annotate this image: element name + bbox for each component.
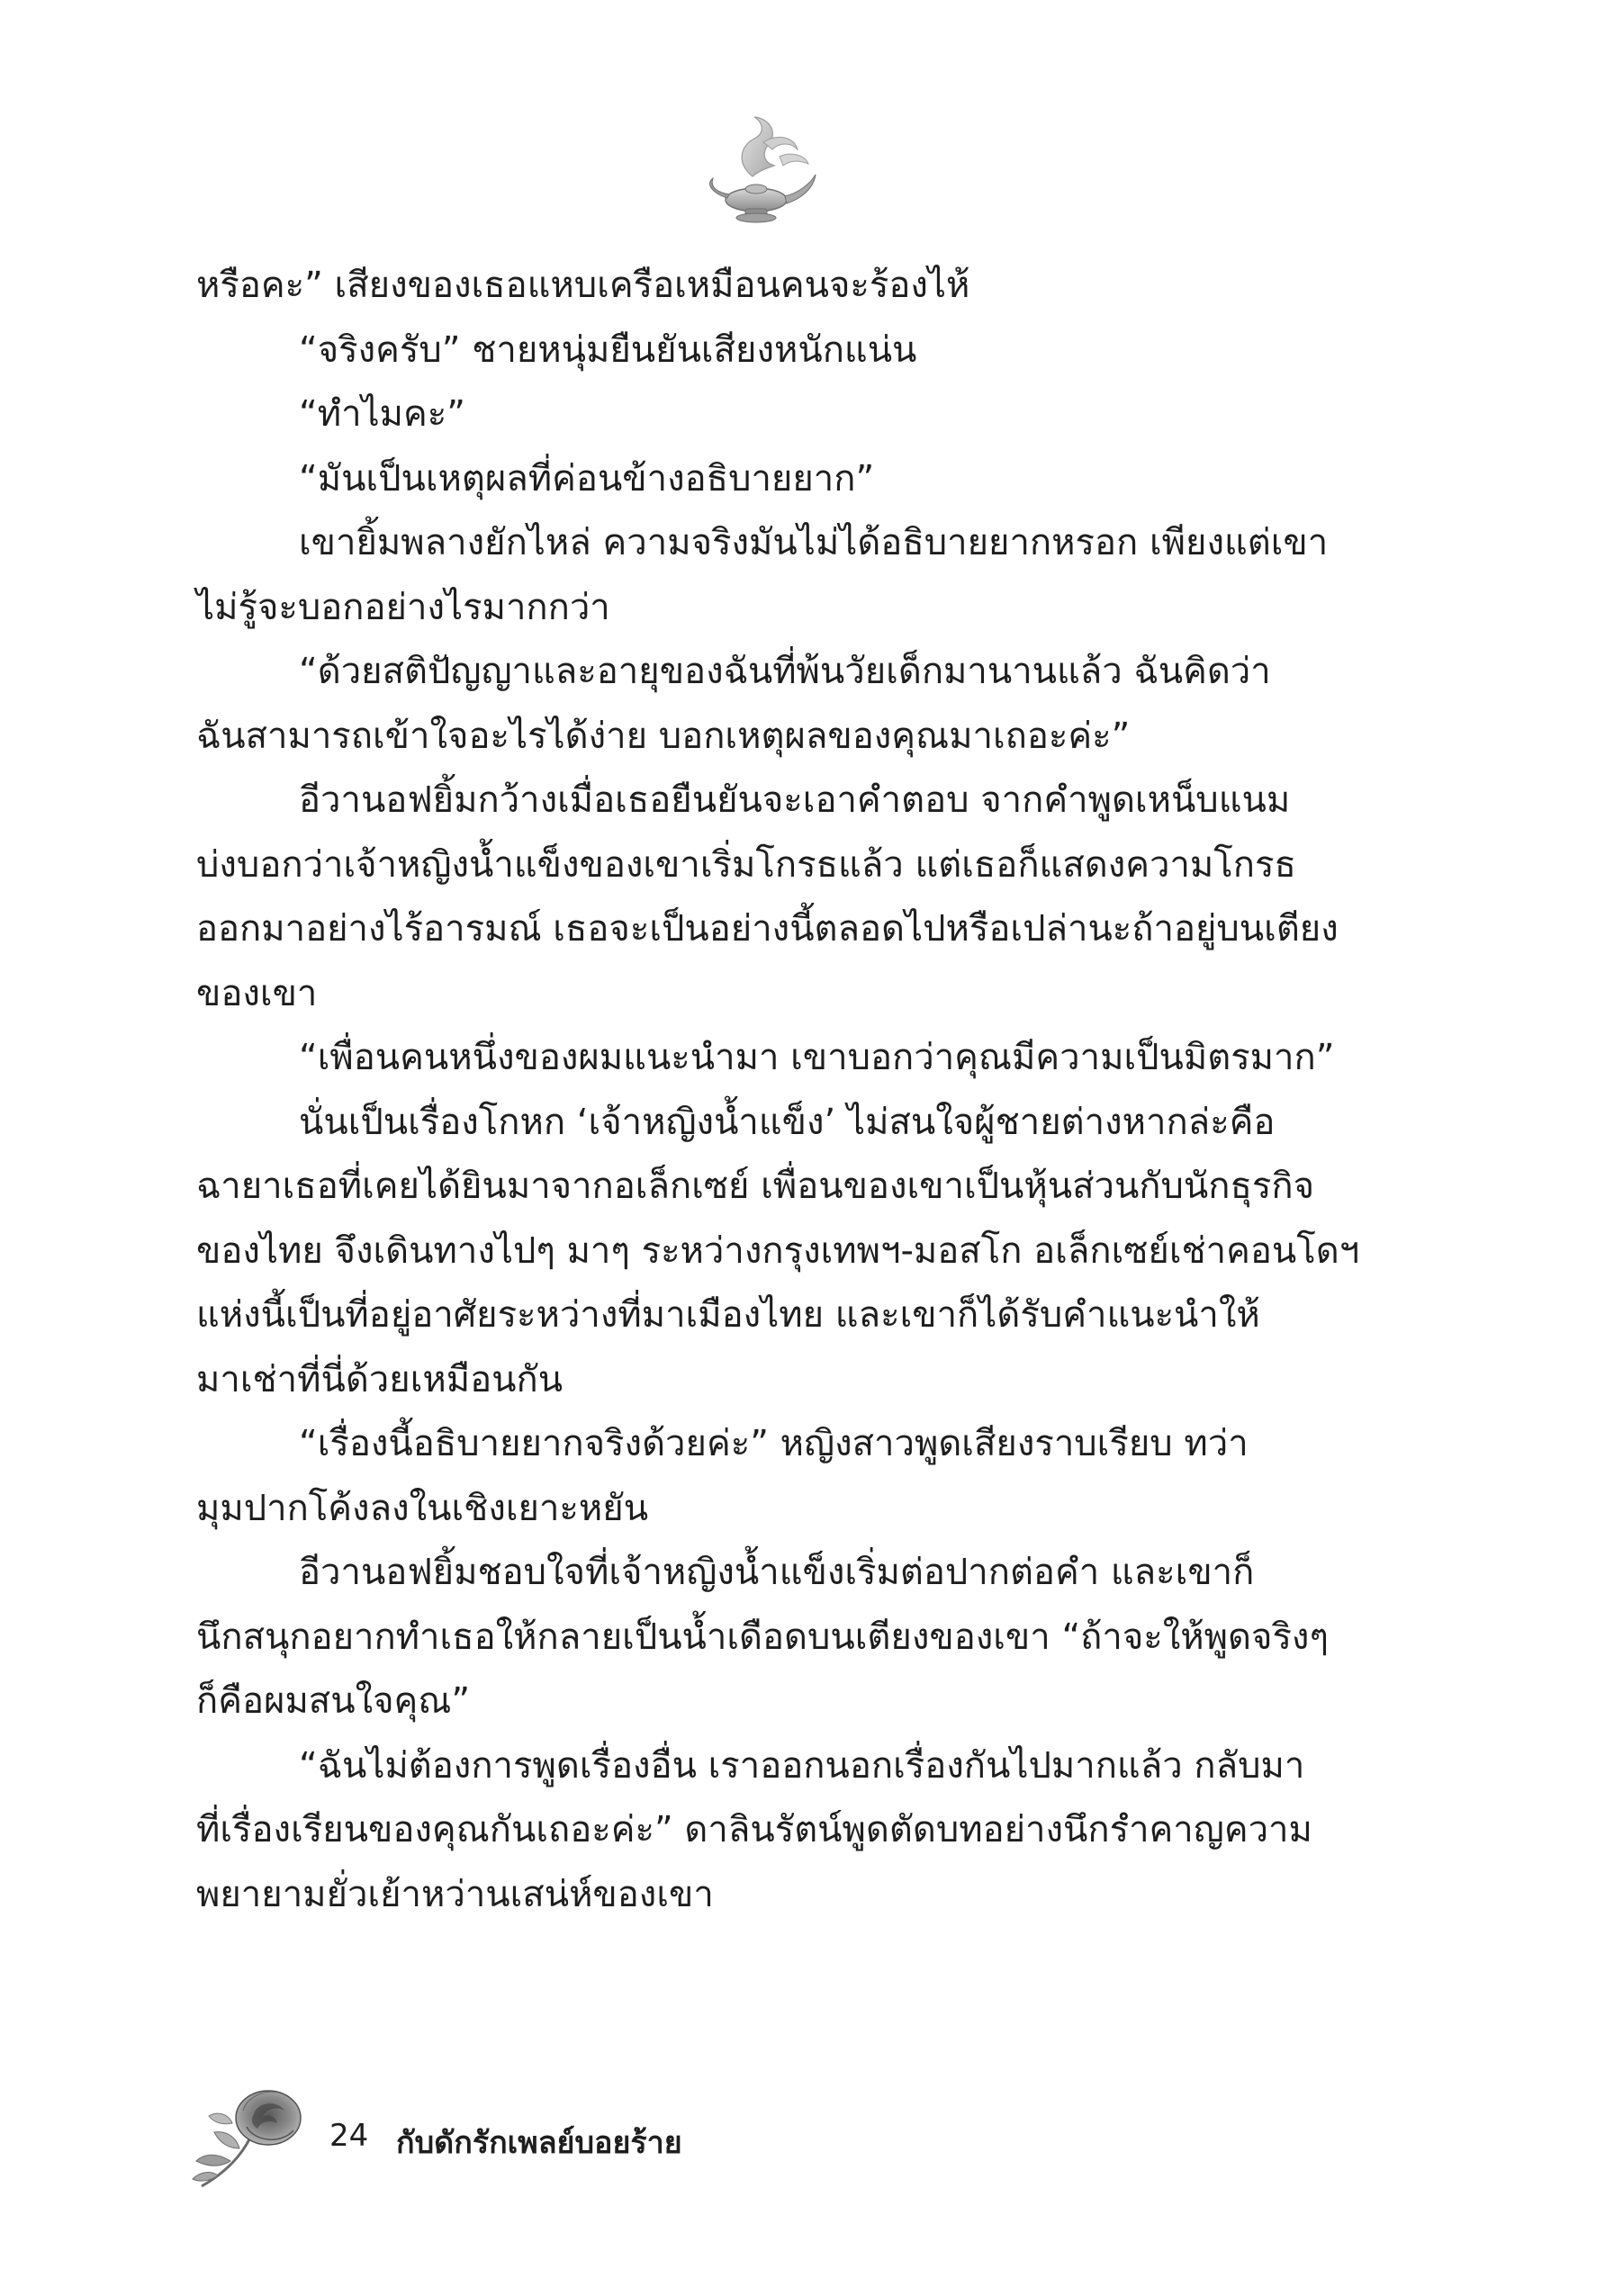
text-line: แห่งนี้เป็นที่อยู่อาศัยระหว่างที่มาเมืองไทย และเขาก็ได้รับคำแนะนำให้ <box>196 1294 1260 1336</box>
text-line: ก็คือผมสนใจคุณ” <box>196 1680 471 1722</box>
text-line: พยายามยั่วเย้าหว่านเสน่ห์ของเขา <box>196 1873 714 1915</box>
text-line: ฉันสามารถเข้าใจอะไรได้ง่าย บอกเหตุผลของคุณมาเถอะค่ะ” <box>196 715 1131 757</box>
body-text <box>196 254 1360 1927</box>
text-line: “ฉันไม่ต้องการพูดเรื่องอื่น เราออกนอกเรื่องกันไปมากแล้ว กลับมา <box>299 1744 1305 1787</box>
text-line: “ด้วยสติปัญญาและอายุของฉันที่พ้นวัยเด็กมานานแล้ว ฉันคิดว่า <box>299 651 1271 692</box>
rose-icon <box>191 2075 326 2192</box>
text-line: “เพื่อนคนหนึ่งของผมแนะนำมา เขาบอกว่าคุณมีความเป็นมิตรมาก” <box>299 1037 1335 1078</box>
text-line: “ทำไมคะ” <box>299 393 465 435</box>
text-line: นั่นเป็นเรื่องโกหก ‘เจ้าหญิงน้ำแข็ง’ ไม่สนใจผู้ชายต่างหากล่ะคือ <box>299 1101 1276 1143</box>
page-footer <box>191 2075 821 2192</box>
text-line: “จริงครับ” ชายหนุ่มยืนยันเสียงหนักแน่น <box>299 329 917 371</box>
text-line: บ่งบอกว่าเจ้าหญิงน้ำแข็งของเขาเริ่มโกรธแล้ว แต่เธอก็แสดงความโกรธ <box>196 843 1296 886</box>
text-line: “มันเป็นเหตุผลที่ค่อนข้างอธิบายยาก” <box>299 457 875 500</box>
text-line: มุมปากโค้งลงในเชิงเยาะหยัน <box>196 1487 649 1529</box>
text-line: ที่เรื่องเรียนของคุณกันเถอะค่ะ” ดาลินรัตน์พูดตัดบทอย่างนึกรำคาญความ <box>196 1809 1312 1850</box>
text-line: หรือคะ” เสียงของเธอแหบเครือเหมือนคนจะร้องไห้ <box>196 265 970 306</box>
text-line: นึกสนุกอยากทำเธอให้กลายเป็นน้ำเดือดบนเตียงของเขา “ถ้าจะให้พูดจริงๆ <box>196 1616 1329 1658</box>
text-line: ฉายาเธอที่เคยได้ยินมาจากอเล็กเซย์ เพื่อนของเขาเป็นหุ้นส่วนกับนักธุรกิจ <box>196 1166 1315 1207</box>
text-line: อีวานอฟยิ้มกว้างเมื่อเธอยืนยันจะเอาคำตอบ จากคำพูดเหน็บแนม <box>299 779 1291 821</box>
text-line: ของเขา <box>196 972 318 1014</box>
text-line: เขายิ้มพลางยักไหล่ ความจริงมันไม่ได้อธิบายยากหรอก เพียงแต่เขา <box>299 522 1329 563</box>
text-line: ออกมาอย่างไร้อารมณ์ เธอจะเป็นอย่างนี้ตลอดไปหรือเปล่านะถ้าอยู่บนเตียง <box>196 908 1339 950</box>
book-title: กับดักรักเพลย์บอยร้าย <box>396 2125 682 2161</box>
text-line: ไม่รู้จะบอกอย่างไรมากกว่า <box>196 586 610 628</box>
text-line: อีวานอฟยิ้มชอบใจที่เจ้าหญิงน้ำแข็งเริ่มต่อปากต่อคำ และเขาก็ <box>299 1552 1255 1593</box>
page-number: 24 <box>329 2118 369 2154</box>
text-line: มาเช่าที่นี่ด้วยเหมือนกัน <box>196 1358 564 1400</box>
text-line: ของไทย จึงเดินทางไปๆ มาๆ ระหว่างกรุงเทพฯ-มอสโก อเล็กเซย์เช่าคอนโดฯ <box>196 1229 1360 1272</box>
text-line: “เรื่องนี้อธิบายยากจริงด้วยค่ะ” หญิงสาวพูดเสียงราบเรียบ ทว่า <box>299 1423 1249 1464</box>
genie-lamp-icon <box>700 106 826 232</box>
